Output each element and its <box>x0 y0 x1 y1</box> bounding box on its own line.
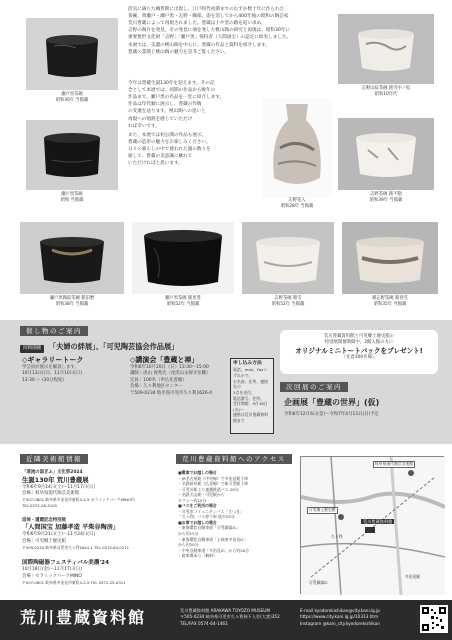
photo-akashino-chawan <box>342 222 438 294</box>
access-line: ■バスをご利用の場合 <box>178 503 217 509</box>
access-line: ・名鉄犬山駅・可児駅から <box>178 492 225 498</box>
intro-line: 作品は年代順に展示し、豊蔵の作陶 <box>128 102 202 108</box>
intro-line: 活気に満ちた織豊期に出現し、江戸時代初期までのわずか数十年に作られた <box>128 7 285 12</box>
access-line: ■電車でお越しの場合 <box>178 470 217 475</box>
footer-web[interactable]: https://www.city.kani.lg.jp/10313.htm <box>300 614 379 620</box>
nearby-item-title: 「清流の国ぎふ」文化祭2024 <box>22 470 83 475</box>
present-line: 荒川豊蔵資料館と可児郷土歴史館の <box>323 334 395 339</box>
intro-line: 志野の陶片を発見。その発見に端を発した桃山陶の研究と再現は、昭和30年に <box>128 28 291 34</box>
present-box <box>280 330 438 374</box>
caption-4-date: 昭和28年 当館蔵 <box>280 203 314 209</box>
caption-3-title: 瀬戸黒茶碗 <box>61 192 83 197</box>
intro-line: 通して、豊蔵の美意識に触れて <box>128 154 193 160</box>
nearby-item-line: 会場｜セラミックパークMINO <box>22 573 82 579</box>
caption-9 <box>342 296 438 308</box>
footer-logo: 荒川豊蔵資料館 <box>20 608 147 627</box>
map-label: 荒川豊蔵資料館 <box>363 519 393 524</box>
apply-line: 電話、mail、Faxいずれかで、 <box>233 367 268 378</box>
events-band <box>0 320 452 444</box>
intro-line: の変遷を辿ります。桃山陶への思いと <box>128 109 206 115</box>
nearby-item-subtitle: 「人間国宝 加藤孝造 平柴谷陶房」 <box>22 524 120 532</box>
caption-6 <box>20 296 124 308</box>
access-line: ・東海環状自動車道「土岐南多治見IC」 <box>178 536 249 542</box>
apply-box <box>230 358 274 434</box>
gallery-talk-line: 13:30 ～ (30分程度) <box>22 377 65 383</box>
access-text <box>178 470 298 559</box>
map-label: 岐阜県現代陶芸美術館 <box>375 461 413 466</box>
footer-instagram[interactable]: Instagram @kani_city.kyodorekishikan <box>300 620 380 626</box>
apply-line: 3点を送付。 <box>233 389 255 395</box>
access-line: 「久々利」バス停下車 徒歩25分 <box>178 514 235 520</box>
photo-setoguro-chawan-1 <box>26 18 118 90</box>
access-line: から約15分 <box>178 531 199 537</box>
nearby-section <box>0 448 170 598</box>
lecture-line: 講師｜虎山 義秀氏（虎渓山永保寺住職） <box>130 371 211 377</box>
lecture-line: 会場｜久々利地区センター <box>130 384 183 390</box>
access-line: ・中央自動車道「多治見IC」から約20分 <box>178 547 250 553</box>
intro-paragraph-1 <box>128 6 338 56</box>
caption-1 <box>26 92 118 104</box>
caption-5 <box>338 192 434 204</box>
footer <box>0 600 452 640</box>
gallery-talk-line: 10月13日(日)、11月10日(日) <box>22 371 82 377</box>
photo-shino-chawan-2 <box>338 118 434 190</box>
access-header: 荒川豊蔵資料館へのアクセス <box>176 454 292 464</box>
access-line: ・可児市コミュニティバス「さつき」 <box>178 508 244 514</box>
intro-line: 豊蔵の業績と桃山陶の魅力を是非ご覧ください。 <box>128 49 230 55</box>
caption-9-title: 赫志野茶碗 銘春雪 <box>372 296 408 301</box>
next-dates: 令和6年12月6日(金)～令和7年4月13日(日)予定 <box>284 412 380 417</box>
photo-setoguro-chawan-3 <box>20 222 124 294</box>
nearby-item-line: 10月18日(金)～11月17日(日) <box>22 567 82 573</box>
caption-8-date: 昭和52年 当館蔵 <box>271 301 305 307</box>
nearby-item-3 <box>22 560 167 586</box>
apply-line: 連絡は荒川豊蔵資料館まで <box>233 412 269 424</box>
lecture-line: 令和6年10月20日（日）13:30～15:00 <box>130 365 209 371</box>
concurrent-title: 「夫婦の絆展」、「可児陶芸協会作品展」 <box>48 342 179 351</box>
access-line: ・可児川駅より東濃鉄道バス 20分 <box>178 486 239 492</box>
caption-2-date: 昭和10年代 <box>374 91 398 97</box>
photo-shino-vase <box>262 98 332 198</box>
intro-line: 本展では、美濃の桃山陶を中心に、豊蔵の作品と資料を紹介します。 <box>128 42 271 48</box>
footer-museum-name: 荒川豊蔵資料館 ARAKAWA TOYOZO MUSEUM <box>180 608 270 613</box>
access-line: ■お車でお越しの場合 <box>178 519 217 525</box>
intro-paragraph-2 <box>128 80 258 130</box>
intro-line: 念として本展では、初期の作品から晩年の <box>128 88 216 94</box>
nearby-item-line: 令和6年9月14日(土)～11月17日(日) <box>22 484 96 490</box>
apply-line: お名前、住所、連絡先の <box>233 378 269 390</box>
intro-line: 荒川豊蔵によって再現されました。豊蔵は土や窯の跡を追い求め、 <box>128 21 266 27</box>
nearby-item-line: 会場｜可児郷土歴史館 <box>22 538 66 544</box>
intro-line: いただければと思います。 <box>128 161 183 167</box>
events-header: 催し物のご案内 <box>20 326 88 336</box>
present-highlight: オリジナルミニトートバックをプレゼント! <box>295 346 423 355</box>
qr-code-icon[interactable] <box>420 605 448 633</box>
footer-mail[interactable]: E-mail kyodorekishikan@city.kani.lg.jp <box>300 608 380 613</box>
footer-tel: TEL/FAX 0574-64-1461 <box>180 620 228 626</box>
nearby-item-line: TEL 0572-28-3100 <box>22 502 57 508</box>
concurrent-label: 同時開催 <box>20 345 44 353</box>
photo-shino-chawan-1 <box>338 14 434 84</box>
nearby-item-line: 〒507-0801 岐阜県多治見市東町4-2-5 セラミックパークMINO内 <box>22 497 135 503</box>
intro-line: 日々の暮らしの中で使われた器の数々を <box>128 147 211 153</box>
intro-line: 茶碗、黄瀬戸・瀬戸黒・志野・織部。姿を消してから400年後の昭和の陶芸家 <box>128 14 289 20</box>
caption-6-date: 昭和38年 当館蔵 <box>55 301 89 307</box>
caption-9-date: 昭和35年 当館蔵 <box>373 301 407 307</box>
nearby-item-line: 〒509-0234 岐阜県可児市久々利1644-1 TEL 0574-64-0211 <box>22 545 130 551</box>
access-line: から約20分 <box>178 542 199 548</box>
caption-1-date: 昭和30年 当館蔵 <box>55 97 89 103</box>
footer-contact <box>300 608 420 627</box>
photo-shino-chawan-3 <box>242 222 334 294</box>
nearby-header: 近隣美術館情報 <box>20 454 88 464</box>
caption-2 <box>338 86 434 98</box>
caption-6-title: 瀬戸黒陶紋茶碗 銘旧暦 <box>49 296 95 301</box>
intro-line: れば幸いです。 <box>128 123 160 129</box>
map-label: 可児郷土歴史館 <box>309 507 336 512</box>
nearby-item-line: 会場｜岐阜県現代陶芸美術館 <box>22 491 80 497</box>
next-header: 次回展のご案内 <box>280 382 348 392</box>
lecture-line: 〒509-0234 岐阜県可児市久々利1626-4 <box>130 390 212 396</box>
nearby-item-subtitle: 生誕130年 荒川豊蔵展 <box>22 476 89 485</box>
caption-7-title: 瀬戸黒茶碗 銘黒豊 <box>165 296 201 301</box>
caption-4-title: 志野花入 <box>288 198 306 203</box>
intro-line: 豊蔵の造形の魅力をお楽しみください。 <box>128 140 211 146</box>
lecture <box>130 356 230 397</box>
intro-line: 重要無形文化財「志野」「瀬戸黒」保持者（人間国宝）の認定に結実しました。 <box>128 35 292 41</box>
access-line: ・JR名古屋駅（中央線）で多治見駅下車 <box>178 475 248 481</box>
caption-3 <box>26 192 118 204</box>
access-line: ・駐車場あり（無料） <box>178 553 217 559</box>
apply-title: 申し込み方法 <box>233 361 262 366</box>
present-line: 特別展開催期間中、2館入館の方に <box>324 340 394 346</box>
footer-address: 〒505-0234 岐阜県可児市久々利柿下入会(大萱)352 <box>180 614 280 620</box>
nearby-item-line: 〒507-0801 岐阜県多治見市東町4-2-5 TEL 0572-25-0311 <box>22 580 126 586</box>
photo-setoguro-chawan-4 <box>132 222 234 294</box>
map-svg <box>301 457 445 595</box>
caption-1-title: 瀬戸黒茶碗 <box>61 92 83 97</box>
nearby-item-title: 追悼・遺贈記念特別展 <box>22 518 66 523</box>
apply-line: 電話番号、住所。 <box>233 395 265 401</box>
caption-4 <box>250 198 344 210</box>
apply-line: 受付期間：9月18日(水)～ <box>233 401 268 412</box>
caption-3-date: 昭和 当館蔵 <box>60 197 84 203</box>
caption-8 <box>242 296 334 308</box>
intro-line: 今年は豊蔵生誕130年を迎えます。その記 <box>128 81 215 86</box>
lecture-line: 定員｜100名（申込先着順） <box>130 377 187 383</box>
gallery-talk-title: ◇ギャラリートーク <box>22 356 84 364</box>
caption-7 <box>132 296 234 308</box>
access-line: ・東海環状自動車道「可児御嵩IC」 <box>178 525 241 531</box>
intro-line: 再現への情熱を感じていただけ <box>128 116 193 122</box>
access-line: タクシー約15分 <box>178 497 207 503</box>
access-map <box>300 456 444 594</box>
intro-line: 作品まで、瀬戸黒の名品を一堂に紹介します。 <box>128 95 225 101</box>
caption-7-date: 昭和52年 当館蔵 <box>166 301 200 307</box>
gallery-talk <box>22 356 130 384</box>
nearby-item-line: 令和6年9月21日(土)～11月24日(日) <box>22 532 96 538</box>
nearby-item-2 <box>22 518 167 551</box>
intro-paragraph-3 <box>128 132 258 168</box>
lecture-title: ◇講演会「豊蔵と禅」 <box>130 356 199 364</box>
intro-line: また、本展では初公開の作品も展示。 <box>128 133 207 138</box>
caption-5-title: 志野茶碗 銘不動 <box>370 192 402 197</box>
next-title: 企画展「豊蔵の世界」(仮) <box>284 398 380 407</box>
caption-8-title: 志野茶碗 銘雪 <box>274 296 302 301</box>
map-label: 久々利 <box>331 534 343 539</box>
nearby-item-title: 国際陶磁器フェスティバル美濃'24 <box>22 560 109 566</box>
caption-2-title: 志野山紋茶碗 銘雪中ノ松 <box>361 86 411 91</box>
nearby-item-1 <box>22 470 167 508</box>
map-label: 多治見駅 <box>405 574 421 579</box>
photo-setoguro-chawan-2 <box>26 120 118 190</box>
access-line: ・名鉄岐阜駅（広見線）で新可児駅下車 <box>178 481 249 487</box>
caption-5-date: 昭和39年 当館蔵 <box>369 197 403 203</box>
gallery-talk-line: 学芸員が展示を解説します。 <box>22 365 79 371</box>
access-section <box>170 448 452 598</box>
present-note: （先着300名様） <box>341 355 377 361</box>
footer-info <box>180 608 320 627</box>
map-label: 可児御嵩IC <box>309 580 328 585</box>
concurrent-row <box>20 342 270 353</box>
